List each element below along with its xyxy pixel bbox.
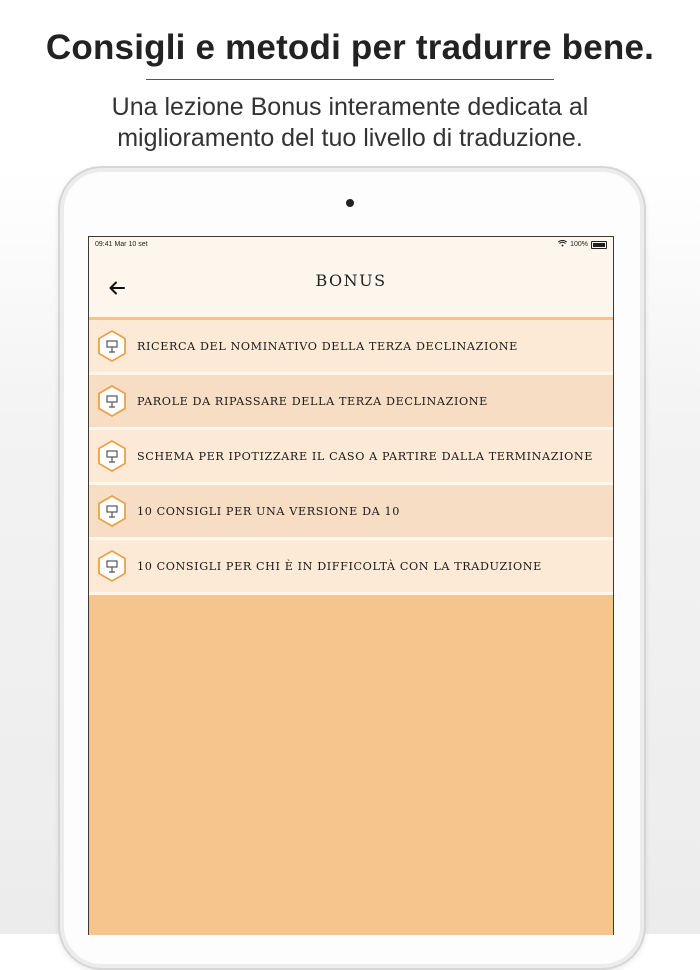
lesson-hexagon-icon	[97, 330, 127, 362]
wifi-icon	[558, 240, 567, 249]
list-item-label: SCHEMA PER IPOTIZZARE IL CASO A PARTIRE DALLA TERMINAZIONE	[137, 449, 594, 463]
list-item-label: PAROLE DA RIPASSARE DELLA TERZA DECLINAZIONE	[137, 394, 488, 408]
list-item-label: 10 CONSIGLI PER CHI È IN DIFFICOLTÀ CON LA TRADUZIONE	[137, 559, 542, 573]
lesson-hexagon-icon	[97, 550, 127, 582]
list-item-label: 10 CONSIGLI PER UNA VERSIONE DA 10	[137, 504, 400, 518]
battery-percent: 100%	[570, 241, 588, 248]
lesson-hexagon-icon	[97, 385, 127, 417]
promo-subline-line-2: miglioramento del tuo livello di traduzione.	[117, 124, 583, 152]
list-item[interactable]	[89, 430, 613, 485]
camera-dot	[346, 199, 354, 207]
list-item[interactable]	[89, 540, 613, 595]
list-item[interactable]	[89, 320, 613, 375]
promo-subline-line-1: Una lezione Bonus interamente dedicata al	[111, 93, 589, 121]
app-screen	[88, 236, 614, 935]
page-title: BONUS	[315, 271, 387, 290]
lesson-hexagon-icon	[97, 440, 127, 472]
list-item-label: RICERCA DEL NOMINATIVO DELLA TERZA DECLINAZIONE	[137, 339, 518, 353]
status-time: 09:41 Mar 10 set	[95, 241, 148, 248]
list-item[interactable]	[89, 485, 613, 540]
nav-bar	[89, 252, 613, 320]
lesson-list	[89, 320, 613, 595]
status-bar	[89, 237, 613, 252]
headline-divider	[146, 79, 554, 80]
battery-icon	[591, 241, 607, 249]
status-right	[558, 240, 607, 249]
list-item[interactable]	[89, 375, 613, 430]
promo-subline	[0, 92, 700, 154]
promo-headline: Consigli e metodi per tradurre bene.	[45, 28, 655, 67]
lesson-hexagon-icon	[97, 495, 127, 527]
